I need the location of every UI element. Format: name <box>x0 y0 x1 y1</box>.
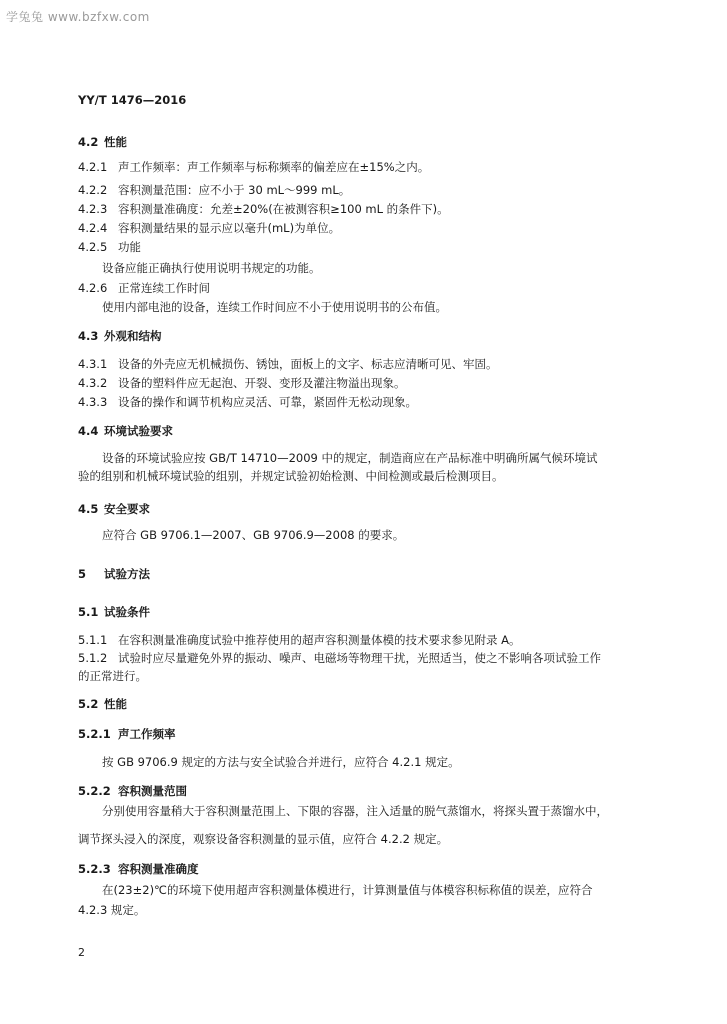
clause-number: 4.3 <box>78 329 99 343</box>
standard-header: YY/T 1476—2016 <box>78 93 187 107</box>
clause-4-5 <box>78 502 150 516</box>
clause-text: 功能 <box>118 240 141 254</box>
clause-text: 应符合 GB 9706.1—2007、GB 9706.9—2008 的要求。 <box>102 528 405 542</box>
clause-number: 4.3.2 <box>78 376 108 390</box>
clause-number: 5.1.2 <box>78 651 108 665</box>
paragraph-line <box>78 469 504 483</box>
clause-text: 在(23±2)℃的环境下使用超声容积测量体模进行，计算测量值与体模容积标称值的误差，应符合 <box>102 883 593 897</box>
clause-4-2-4 <box>78 221 340 235</box>
paragraph-line <box>78 832 448 846</box>
clause-number: 4.2.3 <box>78 202 108 216</box>
clause-number: 4.2.5 <box>78 240 108 254</box>
clause-number: 4.5 <box>78 502 99 516</box>
clause-text: 容积测量准确度 <box>118 862 199 876</box>
clause-number: 5.2 <box>78 697 99 711</box>
clause-text: 使用内部电池的设备，连续工作时间应不小于使用说明书的公布值。 <box>102 300 447 314</box>
clause-number: 4.3.1 <box>78 357 108 371</box>
clause-5-2-1 <box>78 727 176 741</box>
clause-4-3 <box>78 329 162 343</box>
clause-5-1-2 <box>78 651 601 665</box>
clause-number: 4.3.3 <box>78 395 108 409</box>
clause-text: 声工作频率：声工作频率与标称频率的偏差应在±15%之内。 <box>118 160 430 174</box>
paragraph-line <box>102 528 404 542</box>
clause-text: 试验条件 <box>104 605 150 619</box>
clause-number: 5.2.1 <box>78 727 111 741</box>
clause-text: 验的组别和机械环境试验的组别，并规定试验初始检测、中间检测或最后检测项目。 <box>78 469 504 483</box>
clause-4-2-1 <box>78 160 429 174</box>
clause-text: 容积测量范围 <box>118 784 187 798</box>
clause-text: 在容积测量准确度试验中推荐使用的超声容积测量体模的技术要求参见附录 A。 <box>118 633 521 647</box>
clause-text: 性能 <box>104 135 127 149</box>
clause-4-2-2 <box>78 183 350 197</box>
clause-text: 设备的环境试验应按 GB/T 14710—2009 中的规定，制造商应在产品标准中明确所属气候环境试 <box>102 451 598 465</box>
clause-text: 正常连续工作时间 <box>118 281 210 295</box>
clause-number: 4.2 <box>78 135 99 149</box>
clause-text: 安全要求 <box>104 502 150 516</box>
clause-5-2-2 <box>78 784 187 798</box>
clause-text: 按 GB 9706.9 规定的方法与安全试验合并进行，应符合 4.2.1 规定。 <box>102 755 460 769</box>
clause-number: 4.4 <box>78 424 99 438</box>
clause-text: 分别使用容量稍大于容积测量范围上、下限的容器，注入适量的脱气蒸馏水，将探头置于蒸馏水中， <box>102 804 608 818</box>
clause-number: 5.1 <box>78 605 99 619</box>
clause-number: 5.2.2 <box>78 784 111 798</box>
clause-text: 设备的塑料件应无起泡、开裂、变形及灌注物溢出现象。 <box>118 376 406 390</box>
clause-text: 试验时应尽量避免外界的振动、噪声、电磁场等物理干扰，光照适当，使之不影响各项试验工作 <box>118 651 601 665</box>
clause-5-1-1 <box>78 633 521 647</box>
clause-4-2-6 <box>78 281 210 295</box>
clause-4-3-3 <box>78 395 417 409</box>
clause-5 <box>78 567 150 581</box>
clause-4-2-5 <box>78 240 141 254</box>
clause-text: 容积测量结果的显示应以毫升(mL)为单位。 <box>118 221 341 235</box>
clause-text: 调节探头浸入的深度，观察设备容积测量的显示值，应符合 4.2.2 规定。 <box>78 832 449 846</box>
clause-number: 5.1.1 <box>78 633 108 647</box>
watermark: 学兔兔 www.bzfxw.com <box>6 10 150 24</box>
clause-5-1 <box>78 605 150 619</box>
clause-5-2-3 <box>78 862 199 876</box>
paragraph-line <box>102 883 592 897</box>
clause-number: 4.2.6 <box>78 281 108 295</box>
paragraph-line <box>102 451 598 465</box>
clause-text: 环境试验要求 <box>104 424 173 438</box>
clause-text: 外观和结构 <box>104 329 162 343</box>
paragraph-line <box>102 300 447 314</box>
clause-4-2 <box>78 135 127 149</box>
clause-4-4 <box>78 424 173 438</box>
paragraph-line <box>78 903 145 917</box>
paragraph-line <box>78 669 147 683</box>
clause-number: 5 <box>78 567 87 581</box>
clause-text: 设备的操作和调节机构应灵活、可靠，紧固件无松动现象。 <box>118 395 417 409</box>
clause-text: 的正常进行。 <box>78 669 147 683</box>
clause-text: 容积测量准确度：允差±20%(在被测容积≥100 mL 的条件下)。 <box>118 202 449 216</box>
clause-text: 声工作频率 <box>118 727 176 741</box>
clause-number: 5.2.3 <box>78 862 111 876</box>
paragraph-line <box>102 755 460 769</box>
clause-4-3-2 <box>78 376 406 390</box>
clause-5-2 <box>78 697 127 711</box>
clause-text: 设备的外壳应无机械损伤、锈蚀，面板上的文字、标志应清晰可见、牢固。 <box>118 357 498 371</box>
clause-text: 性能 <box>104 697 127 711</box>
clause-number: 4.2.2 <box>78 183 108 197</box>
clause-number: 4.2.4 <box>78 221 108 235</box>
clause-text: 容积测量范围：应不小于 30 mL～999 mL。 <box>118 183 351 197</box>
clause-text: 试验方法 <box>104 567 150 581</box>
page-number: 2 <box>78 946 85 959</box>
clause-4-2-3 <box>78 202 449 216</box>
clause-text: 4.2.3 规定。 <box>78 903 146 917</box>
clause-text: 设备应能正确执行使用说明书规定的功能。 <box>102 261 321 275</box>
paragraph-line <box>102 804 608 818</box>
clause-number: 4.2.1 <box>78 160 108 174</box>
paragraph-line <box>102 261 321 275</box>
clause-4-3-1 <box>78 357 498 371</box>
